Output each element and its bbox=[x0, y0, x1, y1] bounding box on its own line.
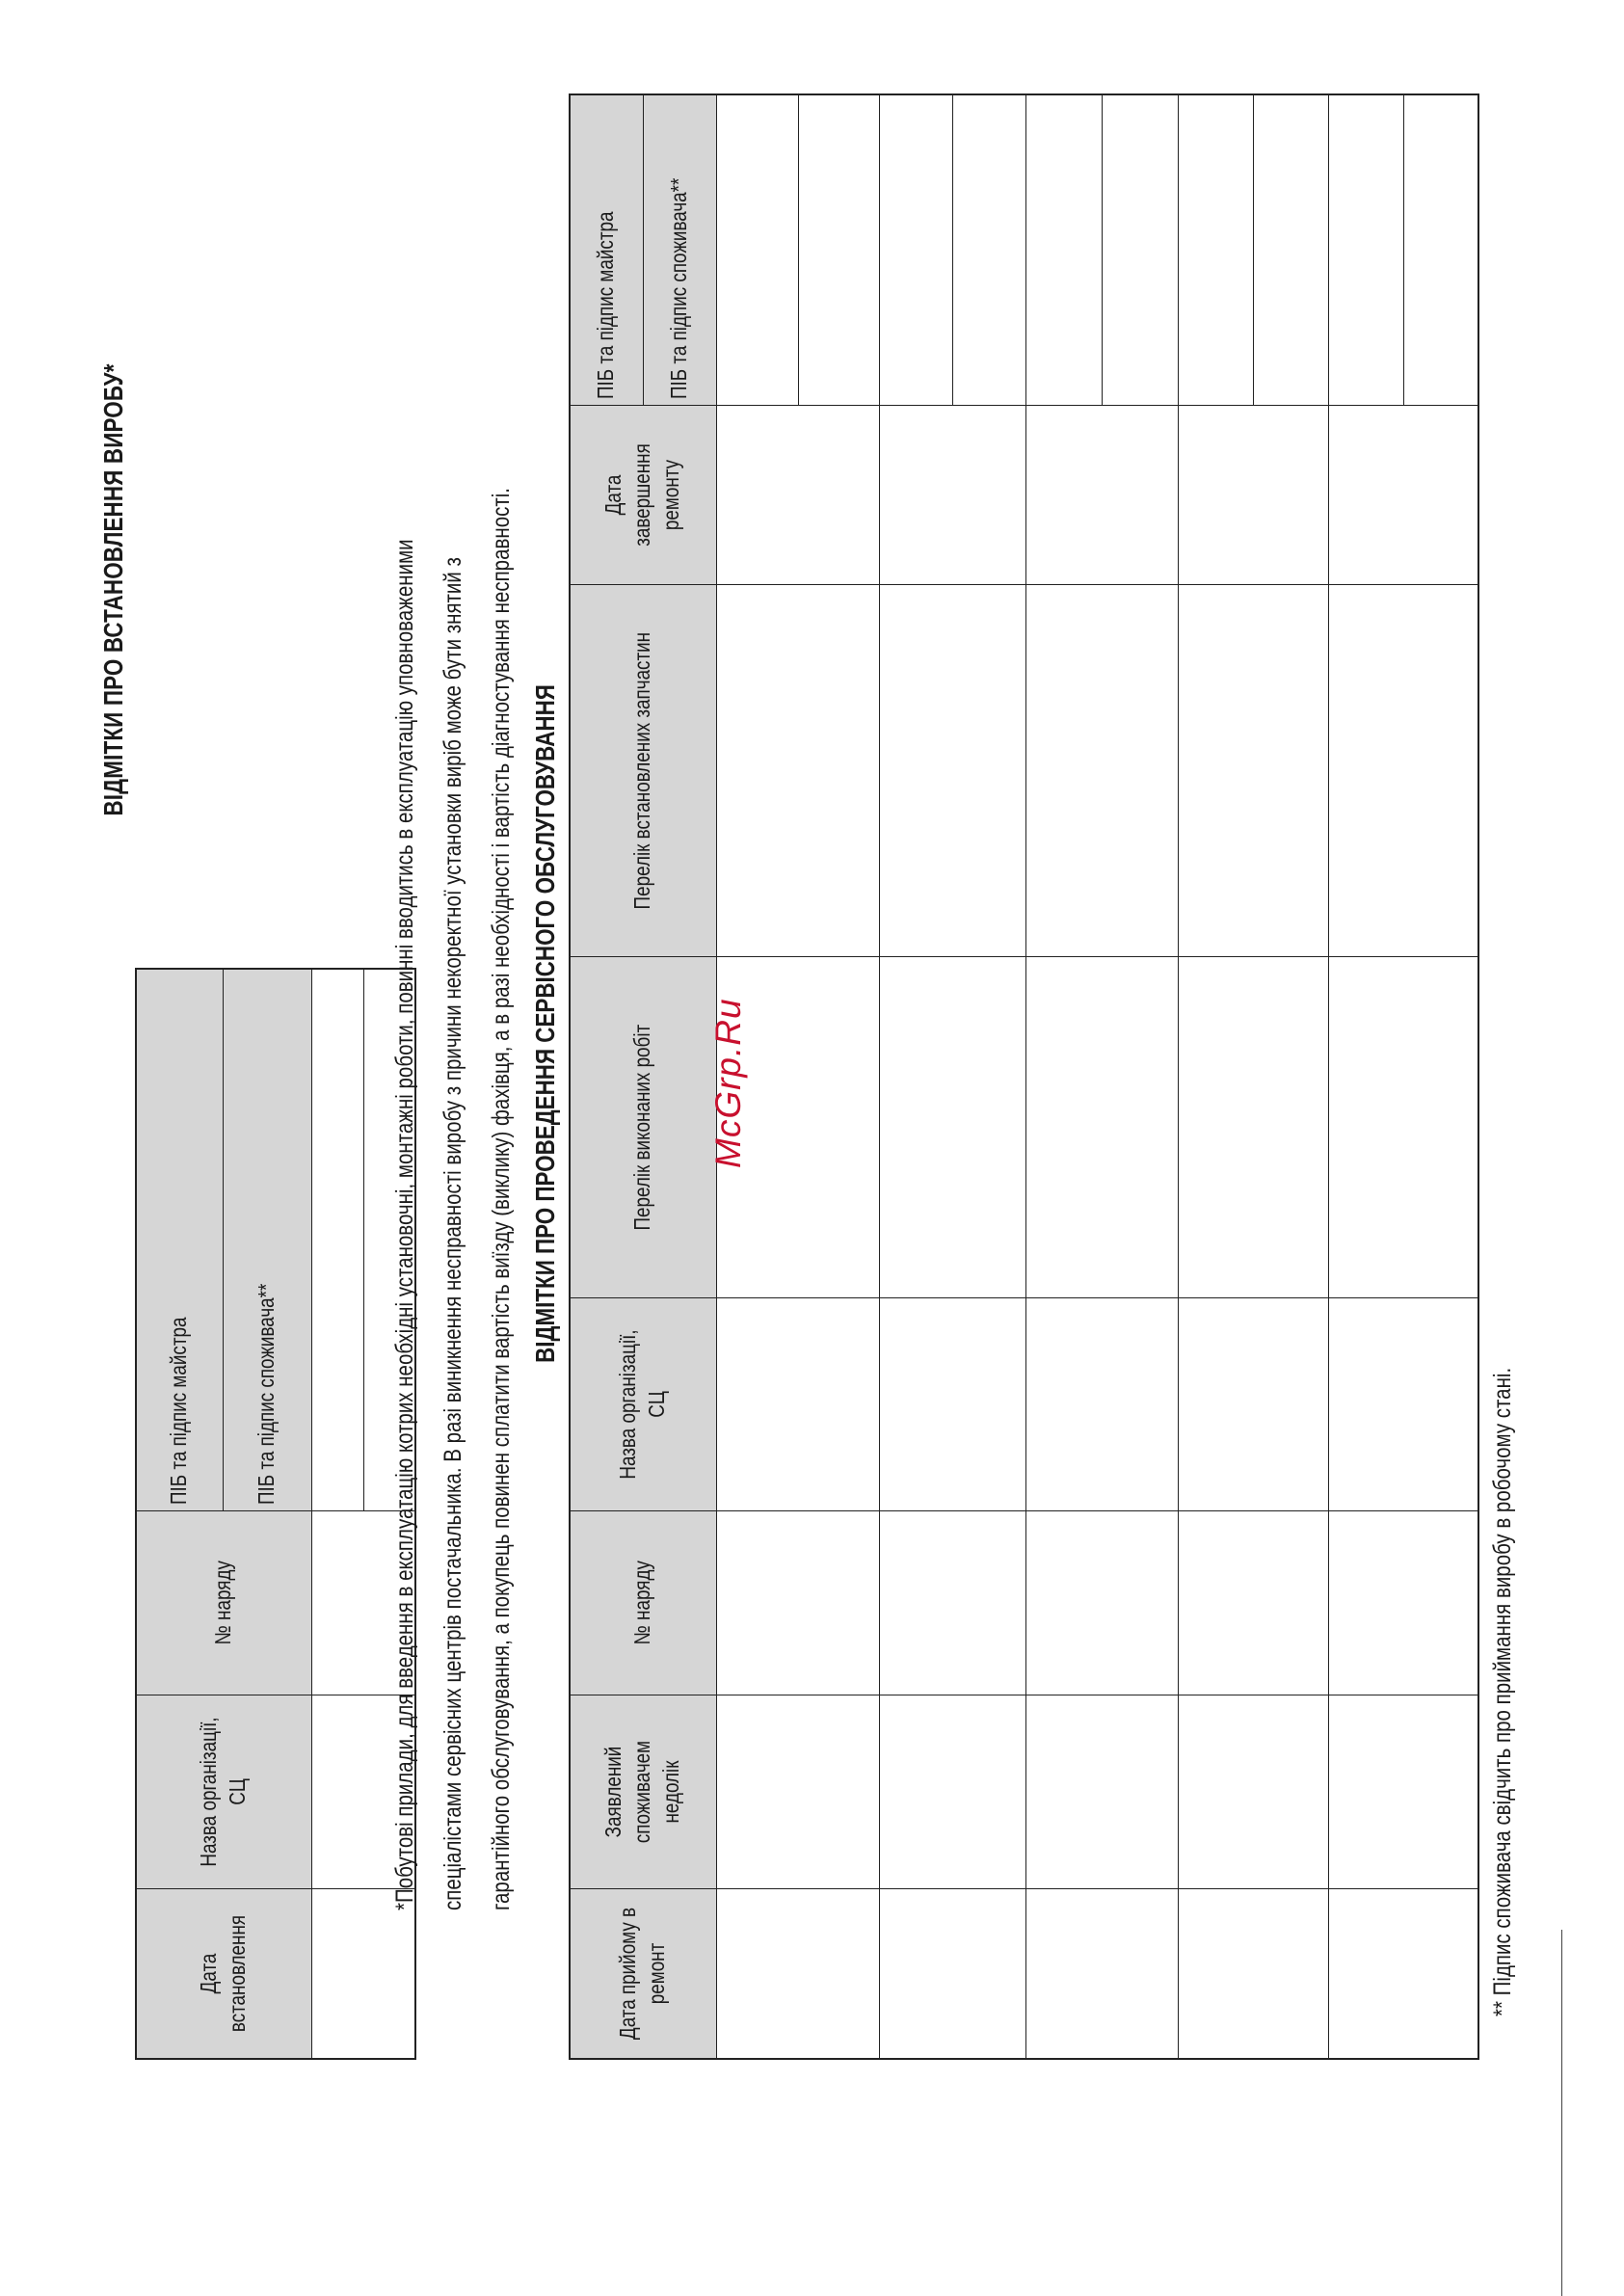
service-cell[interactable] bbox=[1328, 1889, 1478, 2060]
service-section-title: ВІДМІТКИ ПРО ПРОВЕДЕННЯ СЕРВІСНОГО ОБСЛУГОВУВАННЯ bbox=[530, 684, 560, 1363]
service-cell-consumer[interactable] bbox=[1403, 94, 1478, 406]
service-cell[interactable] bbox=[1025, 406, 1178, 585]
service-col-date-done: Дата завершення ремонту bbox=[570, 406, 716, 585]
service-col-defect: Заявлений споживачем недолік bbox=[570, 1695, 716, 1889]
service-cell[interactable] bbox=[716, 1511, 879, 1695]
service-col-works: Перелік виконаних робіт bbox=[570, 957, 716, 1298]
service-cell-master[interactable] bbox=[1025, 94, 1102, 406]
service-col-date-received: Дата прийому в ремонт bbox=[570, 1889, 716, 2060]
bottom-divider bbox=[1561, 1930, 1562, 2296]
install-col-date: Дата встановлення bbox=[136, 1889, 311, 2060]
service-cell[interactable] bbox=[716, 1695, 879, 1889]
service-cell[interactable] bbox=[879, 585, 1025, 957]
service-cell-master[interactable] bbox=[716, 94, 798, 406]
service-cell-consumer[interactable] bbox=[798, 94, 879, 406]
service-cell[interactable] bbox=[1328, 957, 1478, 1298]
install-col-order: № наряду bbox=[136, 1511, 311, 1695]
install-col-master: ПІБ та підпис майстра bbox=[136, 969, 223, 1511]
service-cell[interactable] bbox=[1328, 1695, 1478, 1889]
watermark: McGrp.Ru bbox=[708, 998, 748, 1168]
install-table bbox=[135, 968, 416, 2060]
service-cell[interactable] bbox=[1178, 1889, 1328, 2060]
service-col-parts: Перелік встановлених запчастин bbox=[570, 585, 716, 957]
service-cell-master[interactable] bbox=[879, 94, 952, 406]
service-cell[interactable] bbox=[1025, 585, 1178, 957]
service-col-order: № наряду bbox=[570, 1511, 716, 1695]
service-cell[interactable] bbox=[716, 1298, 879, 1511]
service-col-consumer: ПІБ та підпис споживача** bbox=[643, 94, 716, 406]
service-cell[interactable] bbox=[1178, 1695, 1328, 1889]
service-cell[interactable] bbox=[716, 1889, 879, 2060]
install-section-title: ВІДМІТКИ ПРО ВСТАНОВЛЕННЯ ВИРОБУ* bbox=[98, 363, 128, 816]
service-cell[interactable] bbox=[879, 1695, 1025, 1889]
service-cell-master[interactable] bbox=[1328, 94, 1403, 406]
service-col-master: ПІБ та підпис майстра bbox=[570, 94, 643, 406]
service-cell[interactable] bbox=[1178, 957, 1328, 1298]
service-cell[interactable] bbox=[879, 1298, 1025, 1511]
service-cell[interactable] bbox=[716, 406, 879, 585]
service-cell[interactable] bbox=[879, 1889, 1025, 2060]
install-col-consumer: ПІБ та підпис споживача** bbox=[223, 969, 311, 1511]
service-cell-consumer[interactable] bbox=[1253, 94, 1328, 406]
service-cell[interactable] bbox=[1025, 957, 1178, 1298]
service-cell-consumer[interactable] bbox=[952, 94, 1025, 406]
service-cell[interactable] bbox=[716, 585, 879, 957]
service-footnote: ** Підпис споживача свідчить про приймання виробу в робочому стані. bbox=[1489, 1367, 1516, 2016]
service-cell-master[interactable] bbox=[1178, 94, 1253, 406]
service-cell[interactable] bbox=[1025, 1298, 1178, 1511]
install-cell-master[interactable] bbox=[311, 969, 363, 1511]
service-cell[interactable] bbox=[879, 406, 1025, 585]
service-cell[interactable] bbox=[879, 957, 1025, 1298]
service-cell[interactable] bbox=[1328, 406, 1478, 585]
service-cell[interactable] bbox=[1178, 1298, 1328, 1511]
service-cell[interactable] bbox=[1328, 585, 1478, 957]
service-cell[interactable] bbox=[1178, 585, 1328, 957]
service-cell[interactable] bbox=[1025, 1511, 1178, 1695]
service-cell-consumer[interactable] bbox=[1102, 94, 1178, 406]
service-cell[interactable] bbox=[1178, 406, 1328, 585]
install-col-org: Назва організації, СЦ bbox=[136, 1695, 311, 1889]
service-cell[interactable] bbox=[1025, 1889, 1178, 2060]
install-cell-date[interactable] bbox=[311, 1889, 415, 2060]
service-col-org: Назва організації, СЦ bbox=[570, 1298, 716, 1511]
service-cell[interactable] bbox=[1328, 1298, 1478, 1511]
install-footnote: *Побутові прилади, для введення в експлуатацію котрих необхідні установочні, монтажні роботи, повинні вводитись в експлуатацію уповноваженими спеціалістами сервісних центрів постачальника. В разі виникнення несправності виробу з причини некоректної установки виріб може бути знятий з гарантійного обслуговування, а покупець повинен сплатити вартість виїзду (виклику) фахівця, а в разі необхідності і вартість діагностування несправності. bbox=[391, 488, 515, 1910]
service-table bbox=[569, 93, 1479, 2060]
service-cell[interactable] bbox=[879, 1511, 1025, 1695]
service-cell[interactable] bbox=[1328, 1511, 1478, 1695]
service-cell[interactable] bbox=[1178, 1511, 1328, 1695]
service-cell[interactable] bbox=[1025, 1695, 1178, 1889]
